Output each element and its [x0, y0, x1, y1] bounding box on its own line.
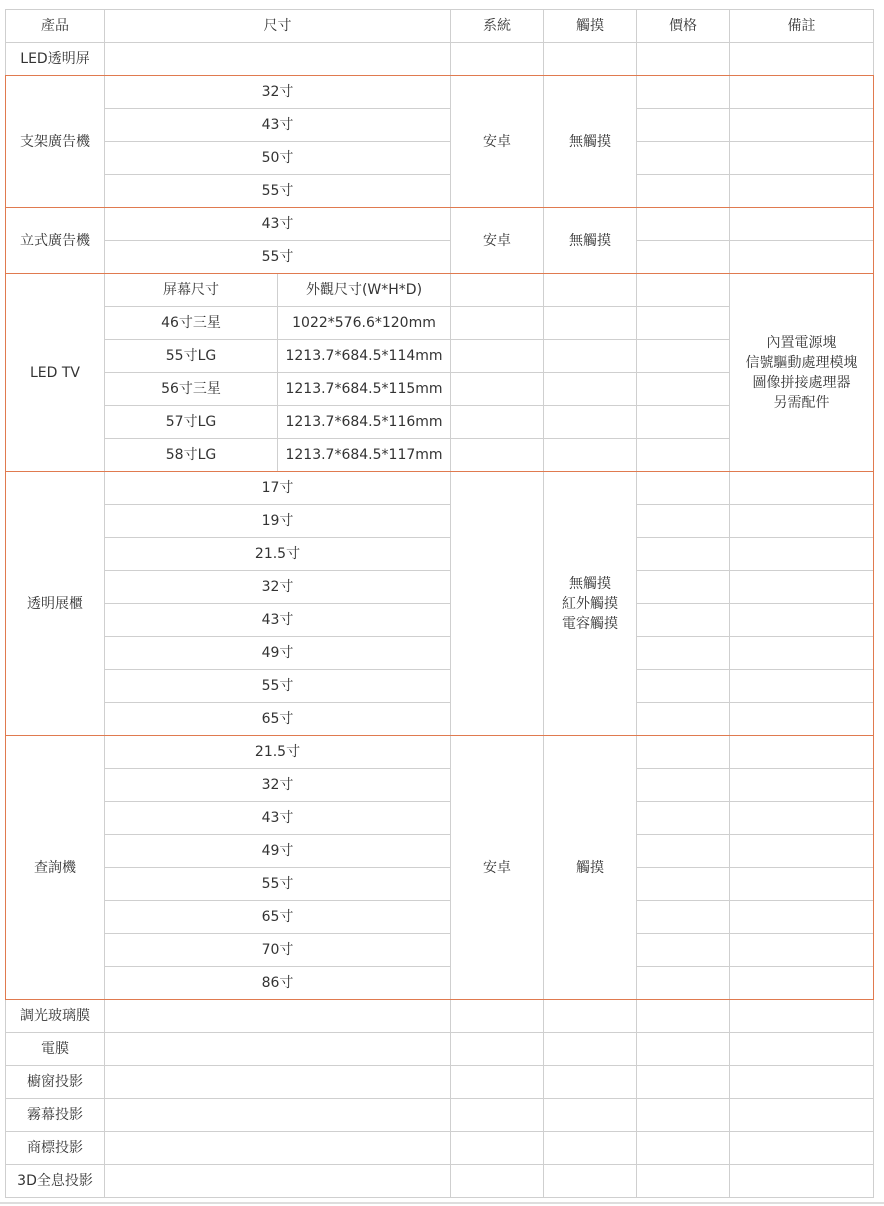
led-tv-empty-cell — [543, 306, 637, 340]
led-tv-empty-cell — [450, 306, 544, 340]
cabinet-empty-cell — [729, 603, 874, 637]
other-empty-cell — [104, 1164, 451, 1198]
led-tv-empty-cell — [450, 372, 544, 406]
other-empty-cell — [636, 1131, 730, 1165]
other-empty-cell — [543, 1131, 637, 1165]
other-empty-cell — [450, 1098, 544, 1132]
other-empty-cell — [104, 1065, 451, 1099]
size-cell: 55寸 — [104, 174, 451, 208]
touch-cell: 無觸摸 紅外觸摸 電容觸摸 — [543, 471, 637, 736]
cabinet-empty-cell — [729, 669, 874, 703]
other-empty-cell — [636, 1164, 730, 1198]
system-cell: 安卓 — [450, 207, 544, 274]
other-empty-cell — [104, 999, 451, 1033]
led-tv-empty-cell — [636, 306, 730, 340]
header-touch: 觸摸 — [543, 9, 637, 43]
kiosk-empty-cell — [636, 900, 730, 934]
other-empty-cell — [450, 1065, 544, 1099]
led-tv-empty-cell — [450, 438, 544, 472]
screen-size-header: 屏幕尺寸 — [104, 273, 278, 307]
size-cell: 32寸 — [104, 570, 451, 604]
kiosk-empty-cell — [729, 867, 874, 901]
stand-ad-empty-cell — [729, 75, 874, 109]
led-tv-empty-cell — [636, 273, 730, 307]
floor-ad-empty-cell — [729, 207, 874, 241]
size-cell: 55寸 — [104, 867, 451, 901]
cabinet-empty-cell — [636, 636, 730, 670]
other-empty-cell — [543, 1164, 637, 1198]
kiosk-empty-cell — [636, 768, 730, 802]
led-tv-empty-cell — [543, 405, 637, 439]
other-empty-cell — [450, 1164, 544, 1198]
stand-ad-empty-cell — [729, 108, 874, 142]
other-empty-cell — [729, 999, 874, 1033]
floor-ad-empty-cell — [636, 240, 730, 274]
header-remark: 備註 — [729, 9, 874, 43]
dims-cell: 1213.7*684.5*115mm — [277, 372, 451, 406]
size-cell: 43寸 — [104, 108, 451, 142]
kiosk-empty-cell — [636, 801, 730, 835]
cabinet-empty-cell — [729, 537, 874, 571]
header-size: 尺寸 — [104, 9, 451, 43]
product-other: 櫥窗投影 — [5, 1065, 105, 1099]
led-tv-empty-cell — [450, 405, 544, 439]
kiosk-empty-cell — [636, 735, 730, 769]
size-cell: 21.5寸 — [104, 735, 451, 769]
size-cell: 49寸 — [104, 636, 451, 670]
touch-cell: 觸摸 — [543, 735, 637, 1000]
size-cell: 65寸 — [104, 900, 451, 934]
other-empty-cell — [636, 1098, 730, 1132]
cabinet-empty-cell — [636, 603, 730, 637]
header-system: 系統 — [450, 9, 544, 43]
led-tv-empty-cell — [450, 273, 544, 307]
other-empty-cell — [450, 999, 544, 1033]
led-tv-empty-cell — [543, 372, 637, 406]
screen-size-cell: 55寸LG — [104, 339, 278, 373]
kiosk-empty-cell — [636, 933, 730, 967]
product-kiosk: 查詢機 — [5, 735, 105, 1000]
size-cell: 49寸 — [104, 834, 451, 868]
other-empty-cell — [543, 1032, 637, 1066]
stand-ad-empty-cell — [636, 174, 730, 208]
led-screen-empty-cell — [450, 42, 544, 76]
size-cell: 17寸 — [104, 471, 451, 505]
floor-ad-empty-cell — [636, 207, 730, 241]
product-floor-ad: 立式廣告機 — [5, 207, 105, 274]
other-empty-cell — [729, 1164, 874, 1198]
system-cell: 安卓 — [450, 75, 544, 208]
size-cell: 43寸 — [104, 207, 451, 241]
kiosk-empty-cell — [636, 966, 730, 1000]
kiosk-empty-cell — [729, 933, 874, 967]
size-cell: 70寸 — [104, 933, 451, 967]
kiosk-empty-cell — [729, 768, 874, 802]
product-other: 電膜 — [5, 1032, 105, 1066]
led-screen-empty-cell — [729, 42, 874, 76]
led-tv-empty-cell — [636, 405, 730, 439]
cabinet-empty-cell — [636, 669, 730, 703]
product-led-screen: LED透明屏 — [5, 42, 105, 76]
led-tv-empty-cell — [450, 339, 544, 373]
stand-ad-empty-cell — [729, 141, 874, 175]
dims-cell: 1213.7*684.5*116mm — [277, 405, 451, 439]
kiosk-empty-cell — [729, 900, 874, 934]
led-screen-empty-cell — [636, 42, 730, 76]
led-tv-empty-cell — [543, 273, 637, 307]
kiosk-empty-cell — [636, 867, 730, 901]
dims-cell: 1022*576.6*120mm — [277, 306, 451, 340]
other-empty-cell — [104, 1131, 451, 1165]
size-cell: 43寸 — [104, 801, 451, 835]
size-cell: 32寸 — [104, 768, 451, 802]
system-empty-cell — [450, 471, 544, 736]
product-other: 商標投影 — [5, 1131, 105, 1165]
other-empty-cell — [729, 1032, 874, 1066]
cabinet-empty-cell — [729, 636, 874, 670]
other-empty-cell — [450, 1032, 544, 1066]
cabinet-empty-cell — [636, 471, 730, 505]
other-empty-cell — [636, 999, 730, 1033]
led-screen-empty-cell — [543, 42, 637, 76]
stand-ad-empty-cell — [636, 141, 730, 175]
size-cell: 86寸 — [104, 966, 451, 1000]
led-tv-empty-cell — [636, 372, 730, 406]
cabinet-empty-cell — [636, 702, 730, 736]
cabinet-empty-cell — [636, 537, 730, 571]
dims-cell: 1213.7*684.5*117mm — [277, 438, 451, 472]
other-empty-cell — [729, 1065, 874, 1099]
other-empty-cell — [543, 1098, 637, 1132]
product-other: 霧幕投影 — [5, 1098, 105, 1132]
kiosk-empty-cell — [729, 735, 874, 769]
product-other: 調光玻璃膜 — [5, 999, 105, 1033]
product-transparent-cabinet: 透明展櫃 — [5, 471, 105, 736]
screen-size-cell: 46寸三星 — [104, 306, 278, 340]
size-cell: 21.5寸 — [104, 537, 451, 571]
system-cell: 安卓 — [450, 735, 544, 1000]
cabinet-empty-cell — [636, 570, 730, 604]
product-other: 3D全息投影 — [5, 1164, 105, 1198]
other-empty-cell — [636, 1065, 730, 1099]
size-cell: 55寸 — [104, 240, 451, 274]
kiosk-empty-cell — [729, 966, 874, 1000]
dims-cell: 1213.7*684.5*114mm — [277, 339, 451, 373]
header-product: 產品 — [5, 9, 105, 43]
other-empty-cell — [729, 1098, 874, 1132]
screen-size-cell: 57寸LG — [104, 405, 278, 439]
product-led-tv: LED TV — [5, 273, 105, 472]
product-stand-ad: 支架廣告機 — [5, 75, 105, 208]
cabinet-empty-cell — [729, 570, 874, 604]
other-empty-cell — [450, 1131, 544, 1165]
led-tv-empty-cell — [636, 339, 730, 373]
touch-cell: 無觸摸 — [543, 75, 637, 208]
size-cell: 65寸 — [104, 702, 451, 736]
floor-ad-empty-cell — [729, 240, 874, 274]
other-empty-cell — [543, 999, 637, 1033]
kiosk-empty-cell — [729, 801, 874, 835]
dims-header: 外觀尺寸(W*H*D) — [277, 273, 451, 307]
cabinet-empty-cell — [729, 702, 874, 736]
led-tv-empty-cell — [543, 438, 637, 472]
other-empty-cell — [636, 1032, 730, 1066]
other-empty-cell — [543, 1065, 637, 1099]
size-cell: 32寸 — [104, 75, 451, 109]
other-empty-cell — [729, 1131, 874, 1165]
cabinet-empty-cell — [636, 504, 730, 538]
header-price: 價格 — [636, 9, 730, 43]
stand-ad-empty-cell — [636, 75, 730, 109]
size-cell: 50寸 — [104, 141, 451, 175]
other-empty-cell — [104, 1098, 451, 1132]
kiosk-empty-cell — [636, 834, 730, 868]
size-cell: 43寸 — [104, 603, 451, 637]
screen-size-cell: 56寸三星 — [104, 372, 278, 406]
remark-cell: 內置電源塊 信號驅動處理模塊 圖像拼接處理器 另需配件 — [729, 273, 874, 472]
size-cell: 55寸 — [104, 669, 451, 703]
stand-ad-empty-cell — [636, 108, 730, 142]
bottom-divider — [0, 1202, 884, 1204]
stand-ad-empty-cell — [729, 174, 874, 208]
kiosk-empty-cell — [729, 834, 874, 868]
led-tv-empty-cell — [543, 339, 637, 373]
touch-cell: 無觸摸 — [543, 207, 637, 274]
cabinet-empty-cell — [729, 504, 874, 538]
size-cell: 19寸 — [104, 504, 451, 538]
led-screen-empty-cell — [104, 42, 451, 76]
other-empty-cell — [104, 1032, 451, 1066]
cabinet-empty-cell — [729, 471, 874, 505]
led-tv-empty-cell — [636, 438, 730, 472]
screen-size-cell: 58寸LG — [104, 438, 278, 472]
